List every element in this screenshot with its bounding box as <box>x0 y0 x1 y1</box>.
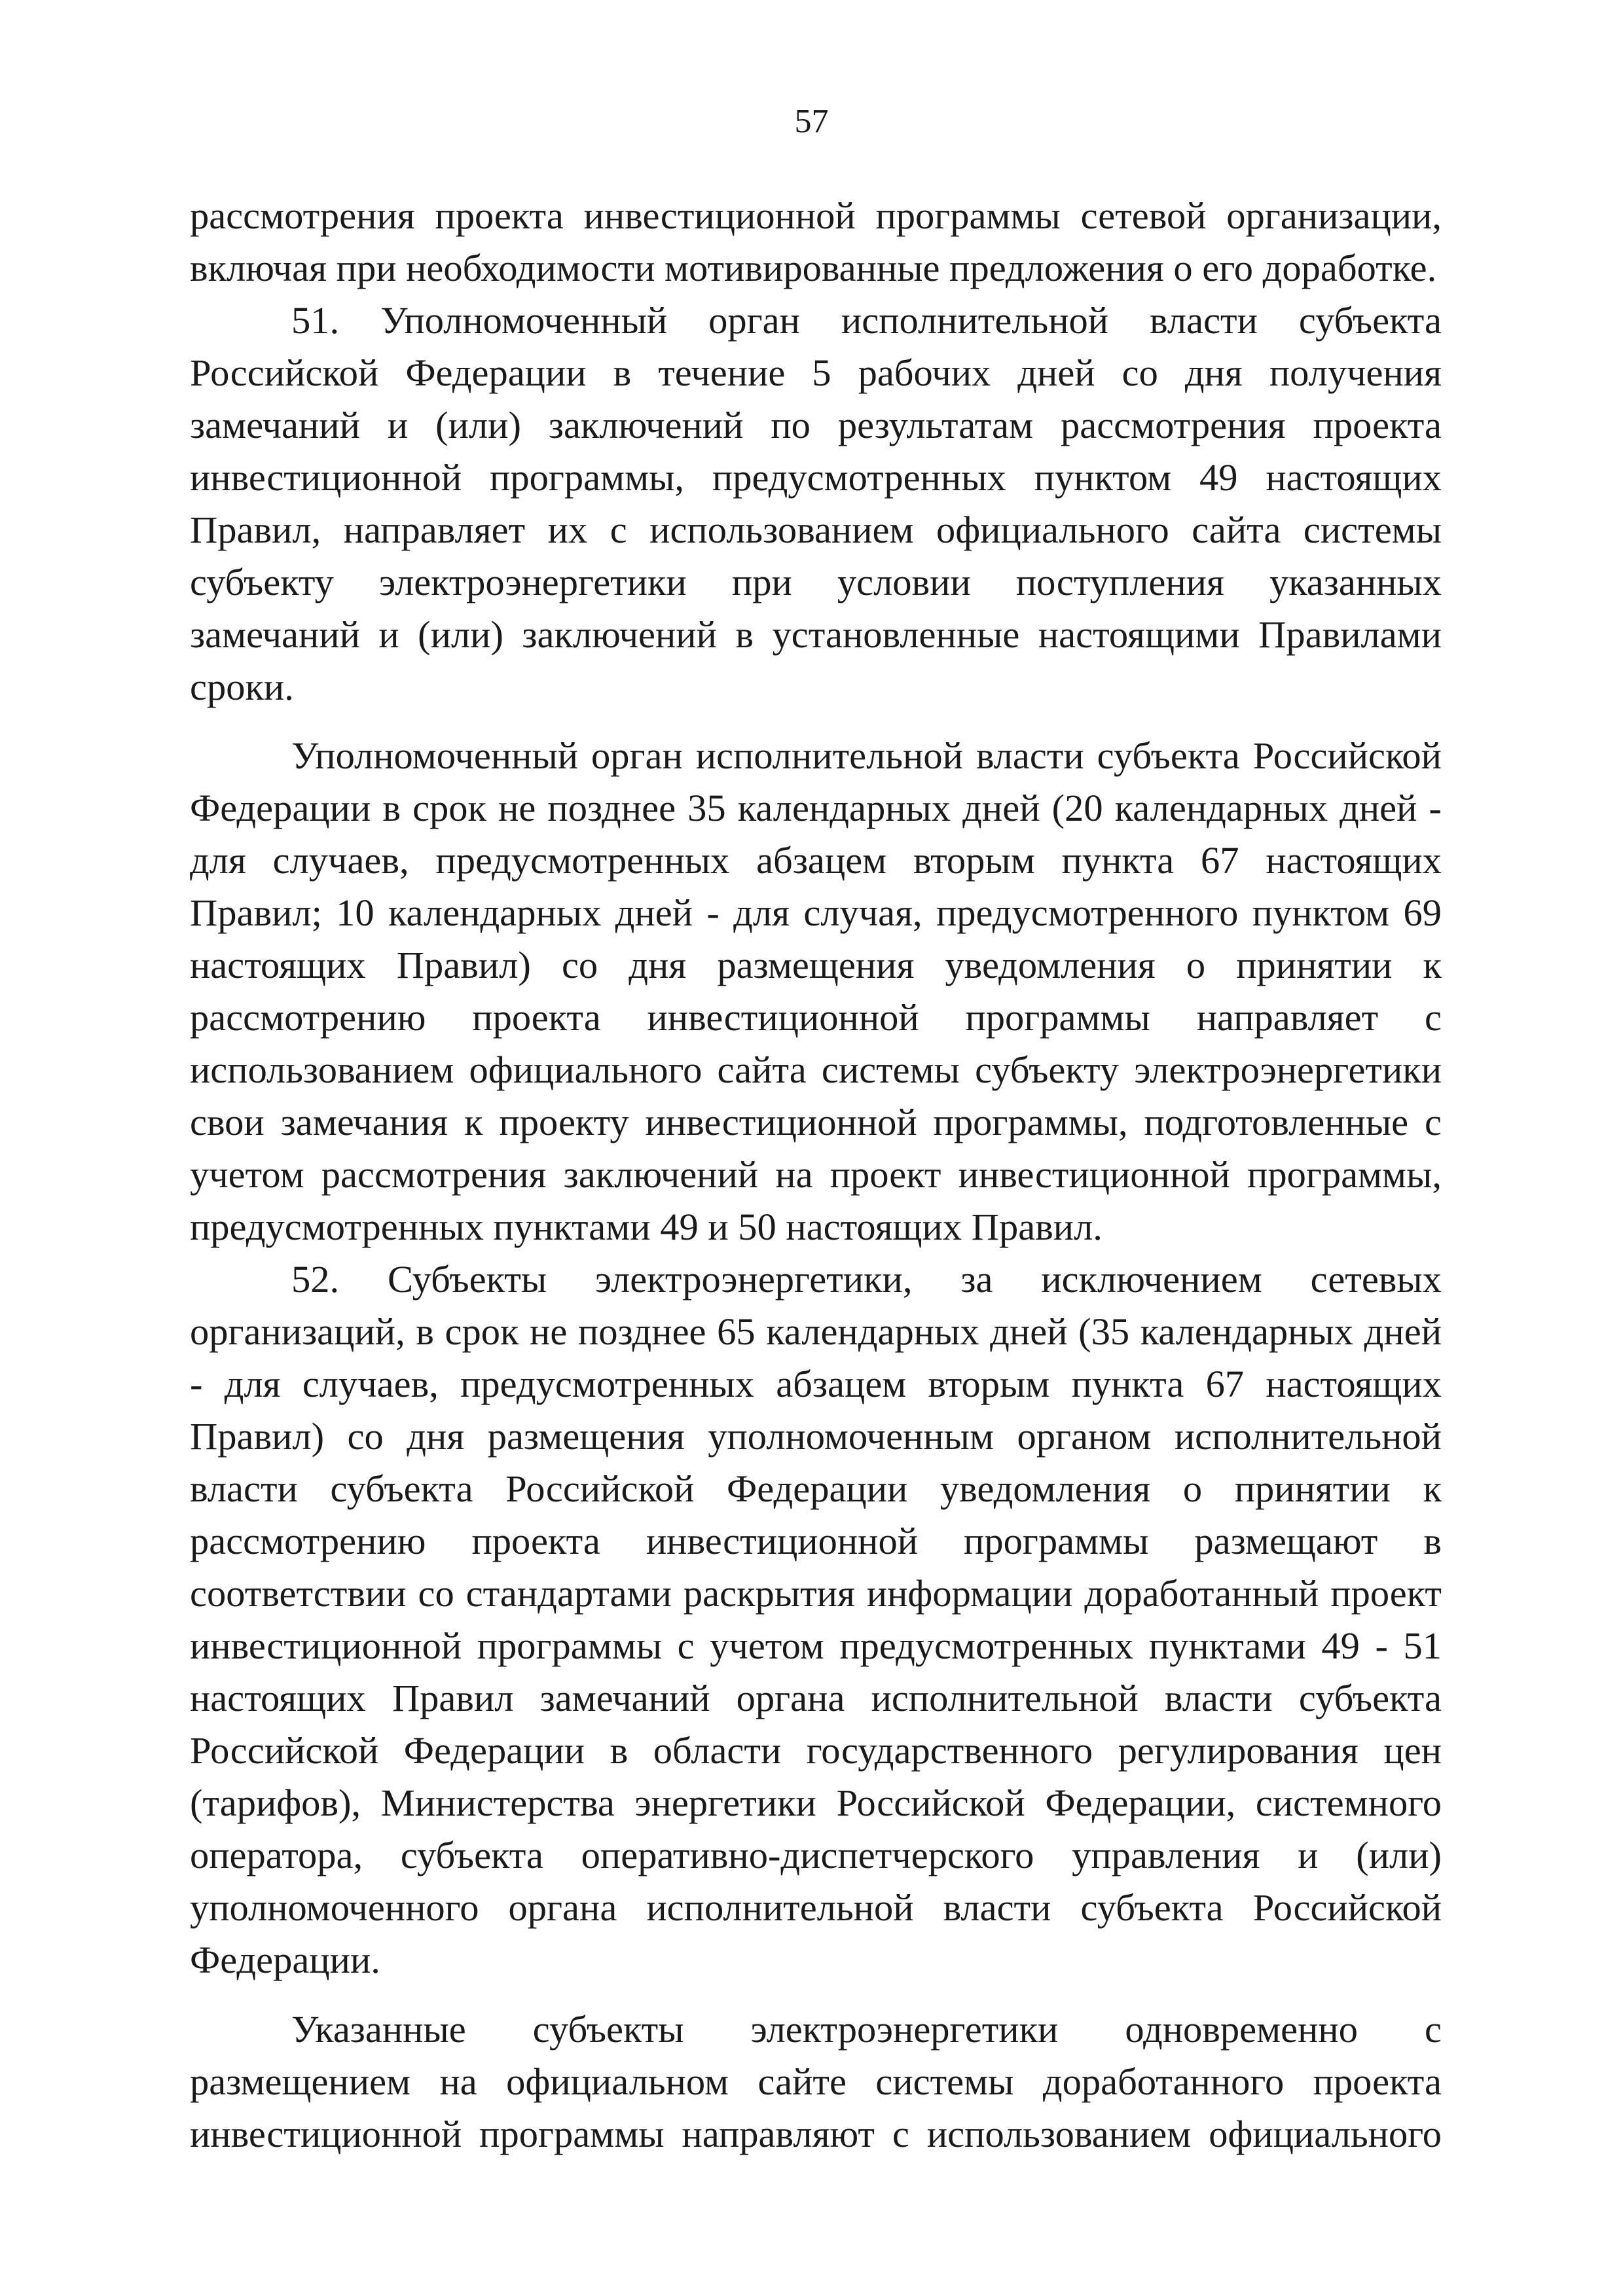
paragraph-clause-51: 51. Уполномоченный орган исполнительной власти субъекта Российской Федерации в течение 5 рабочих дней со дня получения замечаний и (или) заключений по результатам рассмотрения проекта инвестиционной программы, предусмотренных пунктом 49 настоящих Правил, направляет их с использованием официального сайта системы субъекту электроэнергетики при условии поступления указанных замечаний и (или) заключений в установленные настоящими Правилами сроки. <box>190 299 1442 708</box>
paragraph-clause-52: 52. Субъекты электроэнергетики, за исключением сетевых организаций, в срок не позднее 65 календарных дней (35 календарных дней - для случаев, предусмотренных абзацем вторым пункта 67 настоящих Правил) со дня размещения уполномоченным органом исполнительной власти субъекта Российской Федерации уведомления о принятии к рассмотрению проекта инвестиционной программы размещают в соответствии со стандартами раскрытия информации доработанный проект инвестиционной программы с учетом предусмотренных пунктами 49 - 51 настоящих Правил замечаний органа исполнительной власти субъекта Российской Федерации в области государственного регулирования цен (тарифов), Министерства энергетики Российской Федерации, системного оператора, субъекта оперативно-диспетчерского управления и (или) уполномоченного органа исполнительной власти субъекта Российской Федерации. <box>190 1258 1442 1981</box>
paragraph-clause-52-second: Указанные субъекты электроэнергетики одновременно с размещением на официальном сайте системы доработанного проекта инвестиционной программы направляют с использованием официального <box>190 2008 1442 2155</box>
page-number: 57 <box>794 103 829 140</box>
paragraph-clause-51-second: Уполномоченный орган исполнительной власти субъекта Российской Федерации в срок не позднее 35 календарных дней (20 календарных дней - для случаев, предусмотренных абзацем вторым пункта 67 настоящих Правил; 10 календарных дней - для случая, предусмотренного пунктом 69 настоящих Правил) со дня размещения уведомления о принятии к рассмотрению проекта инвестиционной программы направляет с использованием официального сайта системы субъекту электроэнергетики свои замечания к проекту инвестиционной программы, подготовленные с учетом рассмотрения заключений на проект инвестиционной программы, предусмотренных пунктами 49 и 50 настоящих Правил. <box>190 734 1442 1248</box>
paragraph-continuation: рассмотрения проекта инвестиционной программы сетевой организации, включая при необходимости мотивированные предложения о его доработке. <box>190 194 1442 289</box>
document-body <box>190 190 1442 2161</box>
